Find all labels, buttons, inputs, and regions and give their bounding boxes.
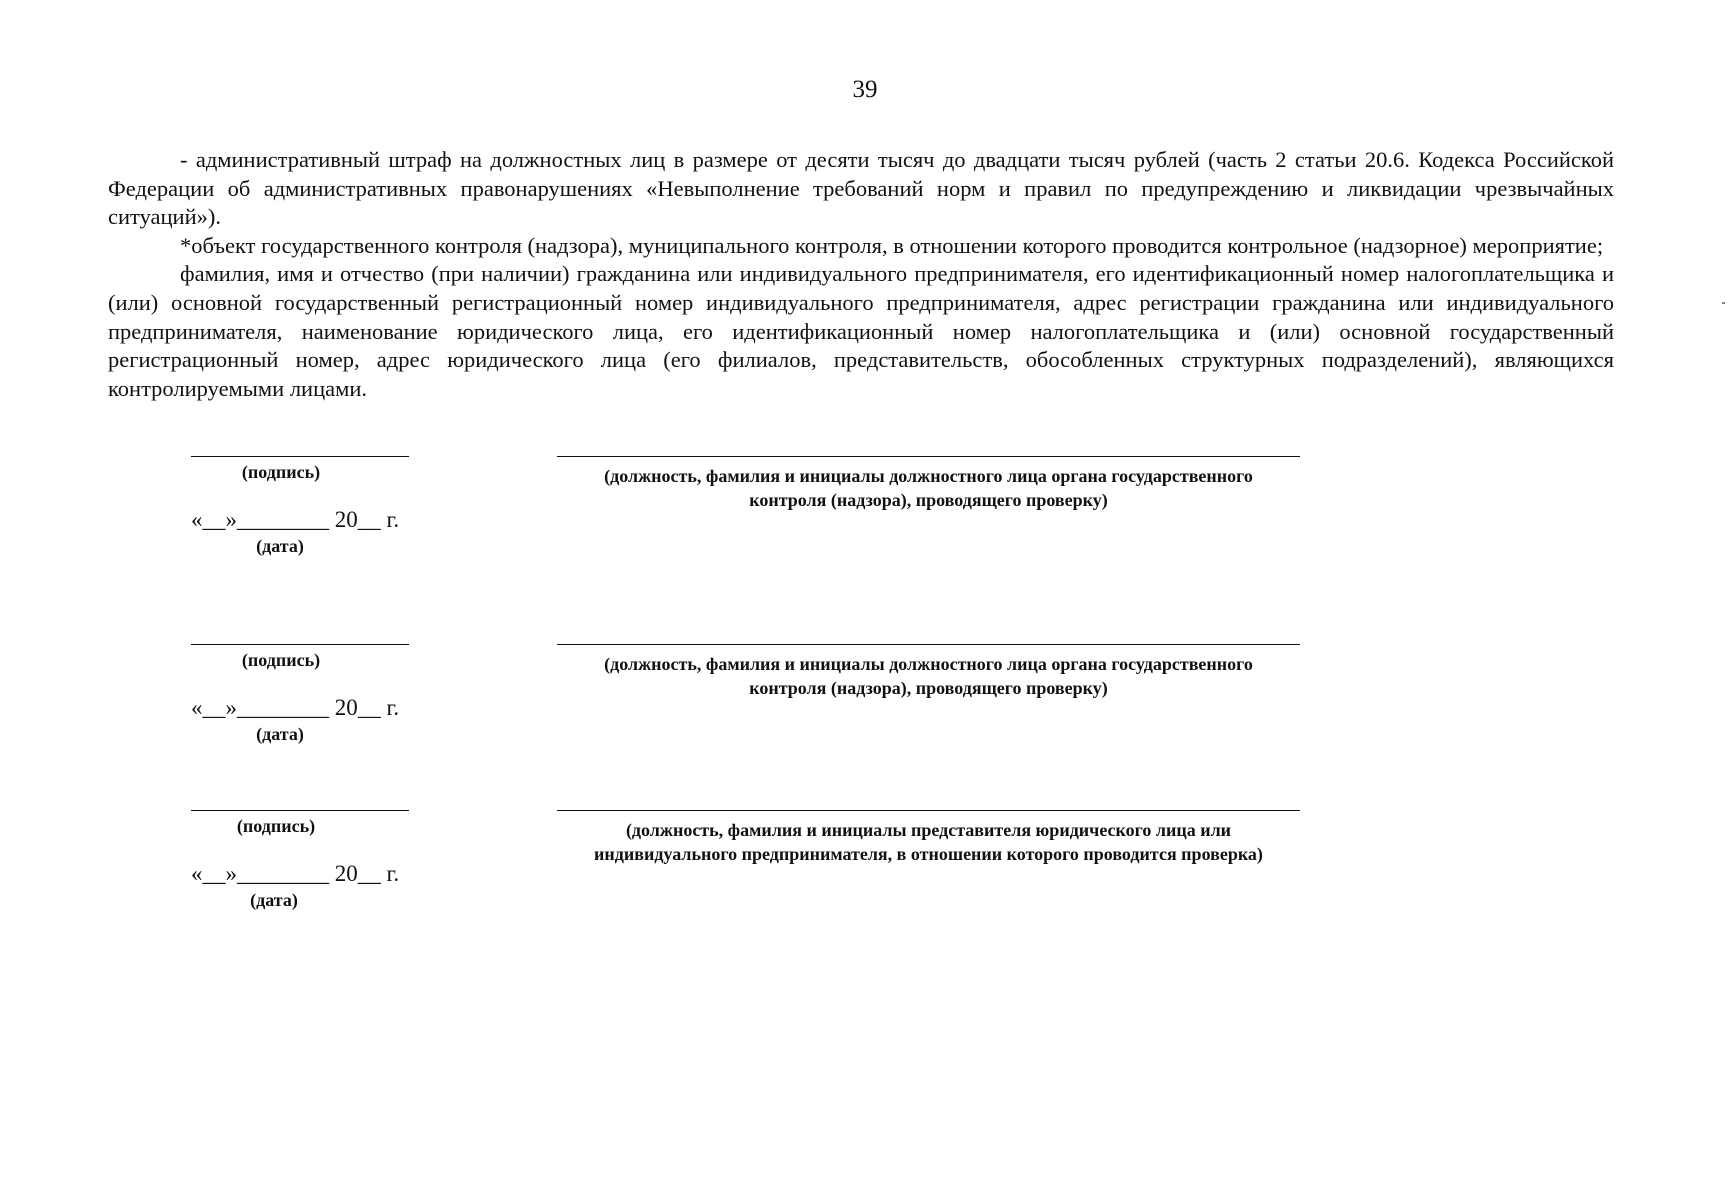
position-caption (557, 652, 1300, 700)
position-caption (557, 464, 1300, 512)
date-label: (дата) (256, 536, 304, 556)
signature-line (191, 810, 409, 811)
position-name-line (557, 810, 1300, 811)
signature-label: (подпись) (241, 650, 321, 670)
position-name-line (557, 456, 1300, 457)
paragraph-controlled-person: фамилия, имя и отчество (при наличии) гражданина или индивидуального предпринимателя, его идентификационный номер налогоплательщика и (или) основной государственный регистрационный номер индивидуального предпринимателя, адрес регистрации гражданина или индивидуального предпринимателя, наименование юридического лица, его идентификационный номер налогоплательщика и (или) основной государственный регистрационный номер, адрес юридического лица (его филиалов, представительств, обособленных структурных подразделений), являющихся контролируемыми лицами. (108, 261, 1614, 401)
caption-line: контроля (надзора), проводящего проверку) (749, 678, 1108, 698)
date-line: «__»________ 20__ г. (191, 861, 400, 886)
caption-line: индивидуального предпринимателя, в отношении которого проводится проверка) (594, 844, 1263, 864)
signature-line (191, 456, 409, 457)
caption-line: (должность, фамилия и инициалы должностного лица органа государственного (604, 654, 1253, 674)
body-text (108, 146, 1614, 403)
paragraph-fine: - административный штраф на должностных лиц в размере от десяти тысяч до двадцати тысяч рублей (часть 2 статьи 20.6. Кодекса Российской Федерации об административных правонарушениях «Невыполнение требований норм и правил по предупреждению и ликвидации чрезвычайных ситуаций»). (108, 147, 1614, 230)
signature-block-inspector-1 (0, 442, 1730, 582)
paragraph-control-object: *объект государственного контроля (надзора), муниципального контроля, в отношении которого проводится контрольное (надзорное) мероприятие; (180, 232, 1604, 258)
signature-line (191, 644, 409, 645)
date-line: «__»________ 20__ г. (191, 695, 400, 720)
position-caption (557, 818, 1300, 866)
signature-block-representative (0, 796, 1730, 936)
date-label: (дата) (250, 890, 298, 910)
page-number: 39 (852, 76, 878, 103)
caption-line: контроля (надзора), проводящего проверку) (749, 490, 1108, 510)
signature-block-inspector-2 (0, 630, 1730, 770)
position-name-line (557, 644, 1300, 645)
caption-line: (должность, фамилия и инициалы представителя юридического лица или (625, 820, 1232, 840)
date-line: «__»________ 20__ г. (191, 507, 400, 532)
caption-line: (должность, фамилия и инициалы должностного лица органа государственного (604, 466, 1253, 486)
signature-label: (подпись) (236, 816, 316, 836)
signature-label: (подпись) (241, 462, 321, 482)
date-label: (дата) (256, 724, 304, 744)
scan-speck (1722, 302, 1725, 304)
